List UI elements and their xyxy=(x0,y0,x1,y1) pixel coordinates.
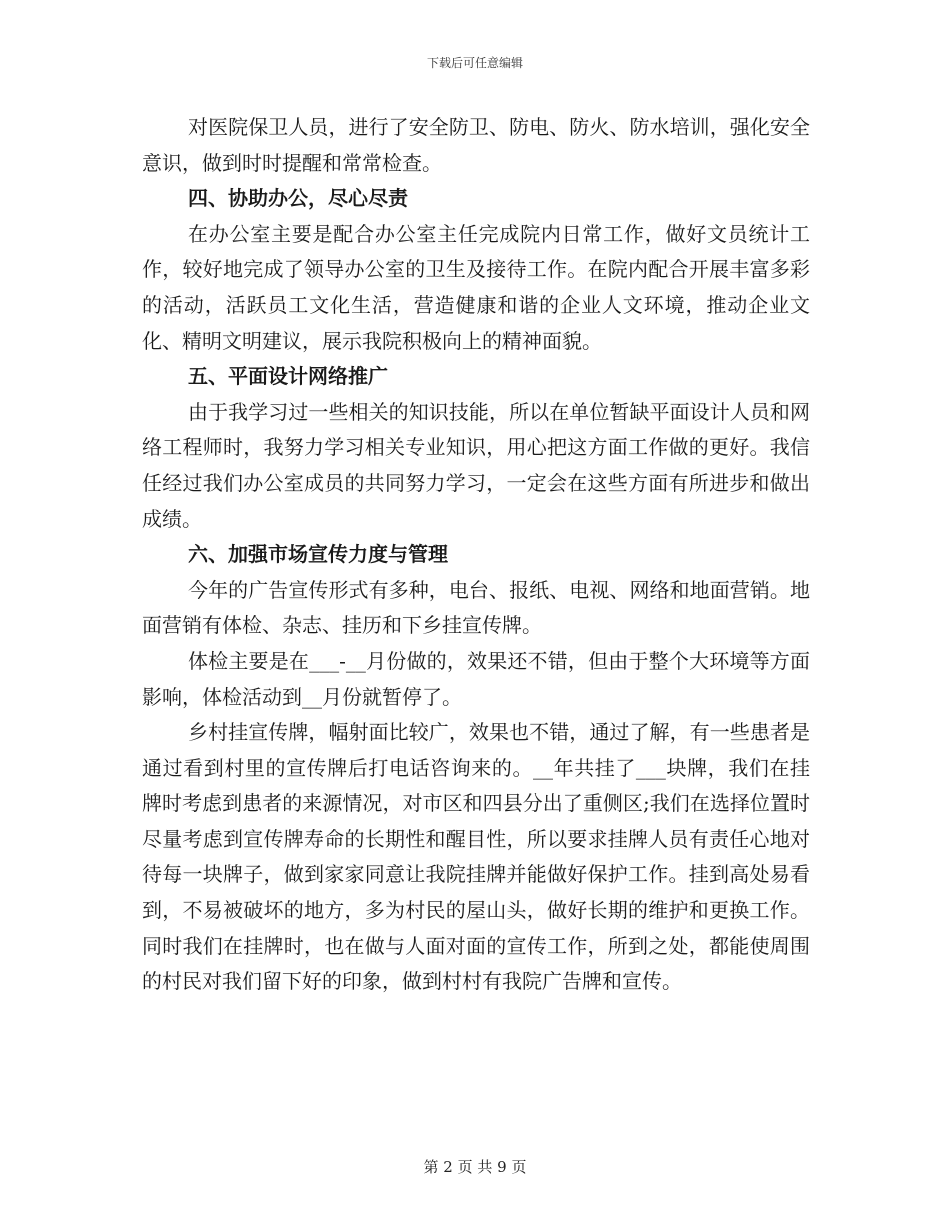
section-heading-4: 四、协助办公，尽心尽责 xyxy=(188,186,408,211)
section-heading-5: 五、平面设计网络推广 xyxy=(188,364,388,389)
paragraph-graphic-design: 由于我学习过一些相关的知识技能，所以在单位暂缺平面设计人员和网络工程师时，我努力学习相关专业知识，用心把这方面工作做的更好。我信任经过我们办公室成员的共同努力学习，一定会在这些方面有所进步和做出成绩。 xyxy=(142,399,810,531)
section-heading-6: 六、加强市场宣传力度与管理 xyxy=(188,542,448,567)
paragraph-security-training: 对医院保卫人员，进行了安全防卫、防电、防火、防水培训，强化安全意识，做到时时提醒和常常检查。 xyxy=(142,115,810,175)
document-body xyxy=(142,110,810,1000)
paragraph-office-assist: 在办公室主要是配合办公室主任完成院内日常工作，做好文员统计工作，较好地完成了领导办公室的卫生及接待工作。在院内配合开展丰富多彩的活动，活跃员工文化生活，营造健康和谐的企业人文环境，推动企业文化、精明文明建议，展示我院积极向上的精神面貌。 xyxy=(142,221,810,353)
page-number: 第 2 页 共 9 页 xyxy=(423,1158,527,1176)
page-header-note: 下载后可任意编辑 xyxy=(426,56,523,70)
paragraph-ad-forms: 今年的广告宣传形式有多种，电台、报纸、电视、网络和地面营销。地面营销有体检、杂志、挂历和下乡挂宣传牌。 xyxy=(142,577,810,638)
paragraph-checkup: 体检主要是在___-__月份做的，效果还不错，但由于整个大环境等方面影响，体检活动到__月份就暂停了。 xyxy=(142,648,810,709)
paragraph-billboards: 乡村挂宣传牌，幅射面比较广，效果也不错，通过了解，有一些患者是通过看到村里的宣传牌后打电话咨询来的。__年共挂了___块牌，我们在挂牌时考虑到患者的来源情况，对市区和四县分出了重侧区;我们在选择位置时尽量考虑到宣传牌寿命的长期性和醒目性，所以要求挂牌人员有责任心地对待每一块牌子，做到家家同意让我院挂牌并能做好保护工作。挂到高处易看到，不易被破坏的地方，多为村民的屋山头，做好长期的维护和更换工作。同时我们在挂牌时，也在做与人面对面的宣传工作，所到之处，都能使周围的村民对我们留下好的印象，做到村村有我院广告牌和宣传。 xyxy=(142,720,810,994)
